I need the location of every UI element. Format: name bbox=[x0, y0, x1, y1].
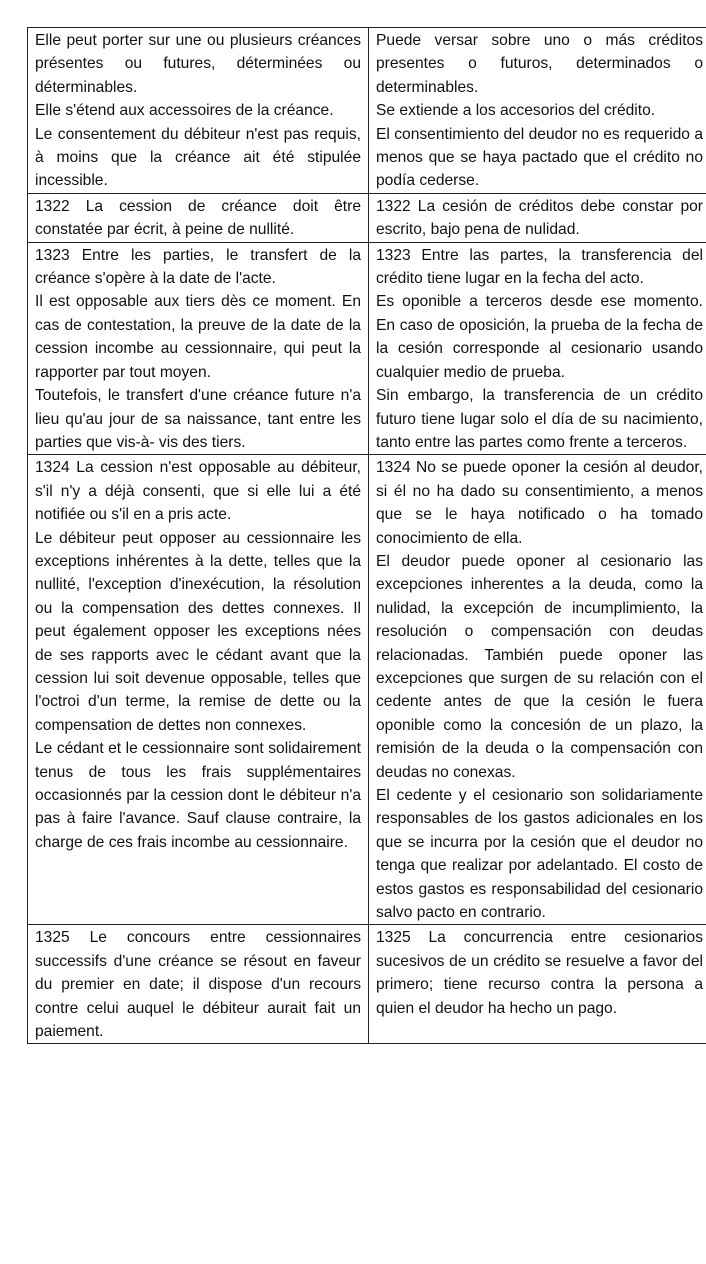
paragraph: El cedente y el cesionario son solidariamente responsables de los gastos adicionales en los que se incurra por la cesión que el deudor no tenga que realizar por adelantado. El costo de estos gastos es responsabilidad del cesionario salvo pacto en contrario. bbox=[376, 787, 703, 922]
paragraph: Toutefois, le transfert d'une créance future n'a lieu qu'au jour de sa naissance, tant entre les parties que vis-à- vis des tiers. bbox=[35, 387, 361, 451]
bilingual-articles-table bbox=[27, 27, 706, 1044]
paragraph: Le cédant et le cessionnaire sont solidairement tenus de tous les frais supplémentaires occasionnés par la cession dont le débiteur n'a pas à faire l'avance. Sauf clause contraire, la charge de ces frais incombe au cessionnaire. bbox=[35, 740, 361, 851]
table-row bbox=[28, 242, 706, 455]
table-row bbox=[28, 28, 706, 194]
spanish-cell bbox=[369, 28, 706, 194]
paragraph: Puede versar sobre uno o más créditos presentes o futuros, determinados o determinables. bbox=[376, 32, 703, 96]
spanish-cell bbox=[369, 925, 706, 1044]
paragraph: 1325 Le concours entre cessionnaires successifs d'une créance se résout en faveur du premier en date; il dispose d'un recours contre celui auquel le débiteur aurait fait un paiement. bbox=[35, 929, 361, 1041]
table-row bbox=[28, 925, 706, 1044]
paragraph: 1324 La cession n'est opposable au débiteur, s'il n'y a déjà consenti, que si elle lui a été notifiée ou s'il en a pris acte. bbox=[35, 459, 361, 524]
paragraph: Elle peut porter sur une ou plusieurs créances présentes ou futures, déterminées ou déterminables. bbox=[35, 32, 361, 96]
paragraph: Es oponible a terceros desde ese momento. En caso de oposición, la prueba de la fecha de la cesión corresponde al cesionario usando cualquier medio de prueba. bbox=[376, 293, 703, 381]
paragraph: 1322 La cession de créance doit être constatée par écrit, à peine de nullité. bbox=[35, 197, 361, 239]
spanish-cell bbox=[369, 193, 706, 242]
paragraph: Sin embargo, la transferencia de un crédito futuro tiene lugar solo el día de su nacimiento, tanto entre las partes como frente a terceros. bbox=[376, 387, 703, 451]
french-cell bbox=[28, 925, 369, 1044]
paragraph: 1322 La cesión de créditos debe constar por escrito, bajo pena de nulidad. bbox=[376, 197, 703, 239]
paragraph: El deudor puede oponer al cesionario las excepciones inherentes a la deuda, como la nulidad, la excepción de incumplimiento, la resolución o compensación con deudas relacionadas. También puede oponer las excepciones que surgen de su relación con el cedente antes de que la cesión le fuera oponible como la concesión de un plazo, la remisión de la deuda o la compensación con deudas no conexas. bbox=[376, 552, 703, 781]
paragraph: Le débiteur peut opposer au cessionnaire les exceptions inhérentes à la dette, telles que la nullité, l'exception d'inexécution, la résolution ou la compensation des dettes connexes. Il peut également opposer les exceptions nées de ses rapports avec le cédant avant que la cession lui soit devenue opposable, telles que l'octroi d'un terme, la remise de dette ou la compensation de dettes non connexes. bbox=[35, 529, 361, 734]
spanish-cell bbox=[369, 455, 706, 925]
table-row bbox=[28, 193, 706, 242]
paragraph: 1323 Entre las partes, la transferencia del crédito tiene lugar en la fecha del acto. bbox=[376, 246, 703, 288]
paragraph: Le consentement du débiteur n'est pas requis, à moins que la créance ait été stipulée incessible. bbox=[35, 125, 361, 190]
paragraph: Il est opposable aux tiers dès ce moment. En cas de contestation, la preuve de la date de la cession incombe au cessionnaire, qui peut la rapporter par tout moyen. bbox=[35, 293, 361, 381]
paragraph: Se extiende a los accesorios del crédito. bbox=[376, 102, 656, 120]
paragraph: El consentimiento del deudor no es requerido a menos que se haya pactado que el crédito no podía cederse. bbox=[376, 125, 703, 190]
table-row bbox=[28, 455, 706, 925]
french-cell bbox=[28, 455, 369, 925]
french-cell bbox=[28, 193, 369, 242]
french-cell bbox=[28, 28, 369, 194]
paragraph: 1323 Entre les parties, le transfert de la créance s'opère à la date de l'acte. bbox=[35, 246, 361, 288]
paragraph: 1324 No se puede oponer la cesión al deudor, si él no ha dado su consentimiento, a menos que se le haya notificado o ha tomado conocimiento de ella. bbox=[376, 459, 703, 547]
french-cell bbox=[28, 242, 369, 455]
paragraph: Elle s'étend aux accessoires de la créance. bbox=[35, 102, 334, 120]
spanish-cell bbox=[369, 242, 706, 455]
paragraph: 1325 La concurrencia entre cesionarios sucesivos de un crédito se resuelve a favor del primero; tiene recurso contra la persona a quien el deudor ha hecho un pago. bbox=[376, 929, 703, 1017]
